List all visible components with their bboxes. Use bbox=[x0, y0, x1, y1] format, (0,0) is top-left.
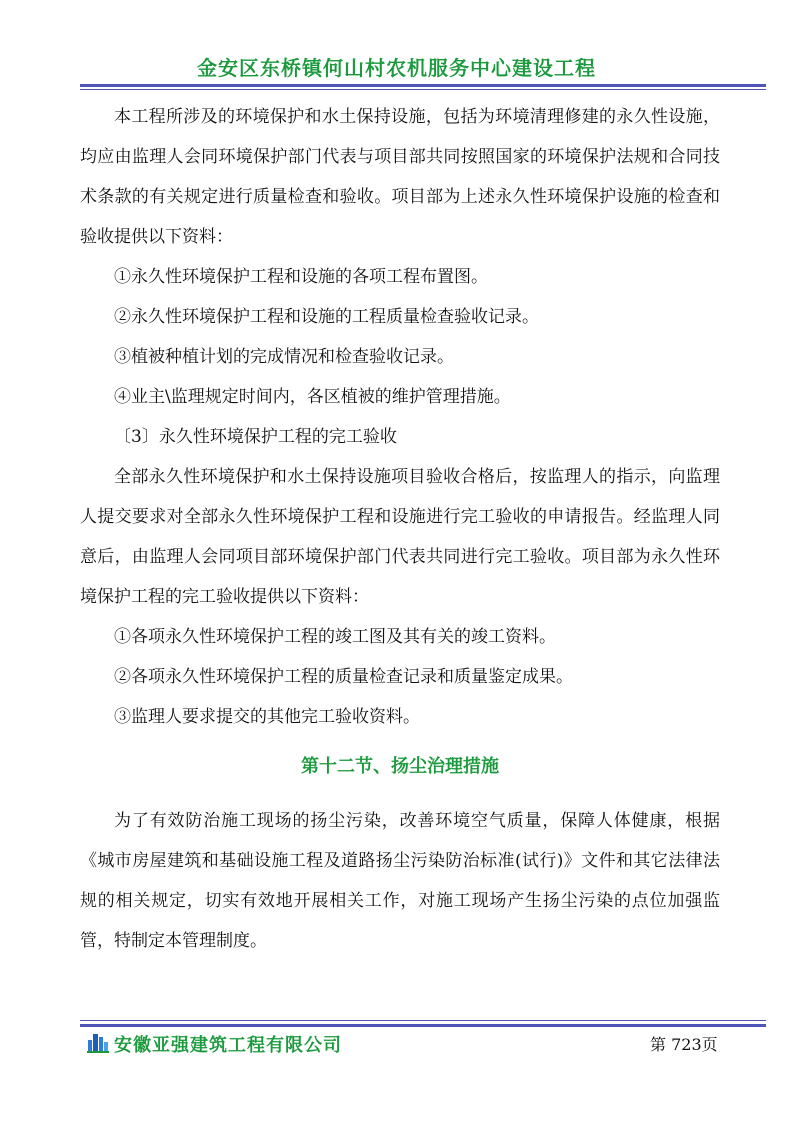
company-name: 安徽亚强建筑工程有限公司 bbox=[114, 1035, 342, 1056]
page-number: 第 723页 bbox=[650, 1035, 718, 1054]
list-item: ③监理人要求提交的其他完工验收资料。 bbox=[114, 707, 420, 727]
header-rule-thick bbox=[80, 84, 766, 87]
building-logo-icon bbox=[86, 1030, 110, 1058]
page-header-title: 金安区东桥镇何山村农机服务中心建设工程 bbox=[197, 56, 596, 80]
list-item: ③植被种植计划的完成情况和检查验收记录。 bbox=[114, 347, 454, 367]
subsection-heading: 〔3〕永久性环境保护工程的完工验收 bbox=[114, 427, 397, 447]
list-item: ①永久性环境保护工程和设施的各项工程布置图。 bbox=[114, 267, 488, 287]
list-item: ②永久性环境保护工程和设施的工程质量检查验收记录。 bbox=[114, 307, 539, 327]
footer-rule-thin bbox=[80, 1020, 766, 1021]
list-item: ④业主\监理规定时间内，各区植被的维护管理措施。 bbox=[114, 387, 511, 407]
header-rule-thin bbox=[80, 89, 766, 90]
paragraph-2: 全部永久性环境保护和水土保持设施项目验收合格后，按监理人的指示，向监理人提交要求对全部永久性环境保护工程和设施进行完工验收的申请报告。经监理人同意后，由监理人会同项目部环境保护部门代表共同进行完工验收。项目部为永久性环境保护工程的完工验收提供以下资料： bbox=[80, 467, 720, 607]
list-item: ①各项永久性环境保护工程的竣工图及其有关的竣工资料。 bbox=[114, 627, 556, 647]
footer-rule-thick bbox=[80, 1024, 766, 1027]
footer-company bbox=[86, 1030, 342, 1058]
list-item: ②各项永久性环境保护工程的质量检查记录和质量鉴定成果。 bbox=[114, 667, 573, 687]
document-body bbox=[80, 97, 720, 961]
section-heading: 第十二节、扬尘治理措施 bbox=[301, 756, 499, 777]
paragraph-1: 本工程所涉及的环境保护和水土保持设施，包括为环境清理修建的永久性设施，均应由监理人会同环境保护部门代表与项目部共同按照国家的环境保护法规和合同技术条款的有关规定进行质量检查和验收。项目部为上述永久性环境保护设施的检查和验收提供以下资料： bbox=[80, 107, 720, 247]
paragraph-3: 为了有效防治施工现场的扬尘污染，改善环境空气质量，保障人体健康，根据《城市房屋建筑和基础设施工程及道路扬尘污染防治标准(试行)》文件和其它法律法规的相关规定，切实有效地开展相关工作，对施工现场产生扬尘污染的点位加强监管，特制定本管理制度。 bbox=[80, 811, 720, 951]
